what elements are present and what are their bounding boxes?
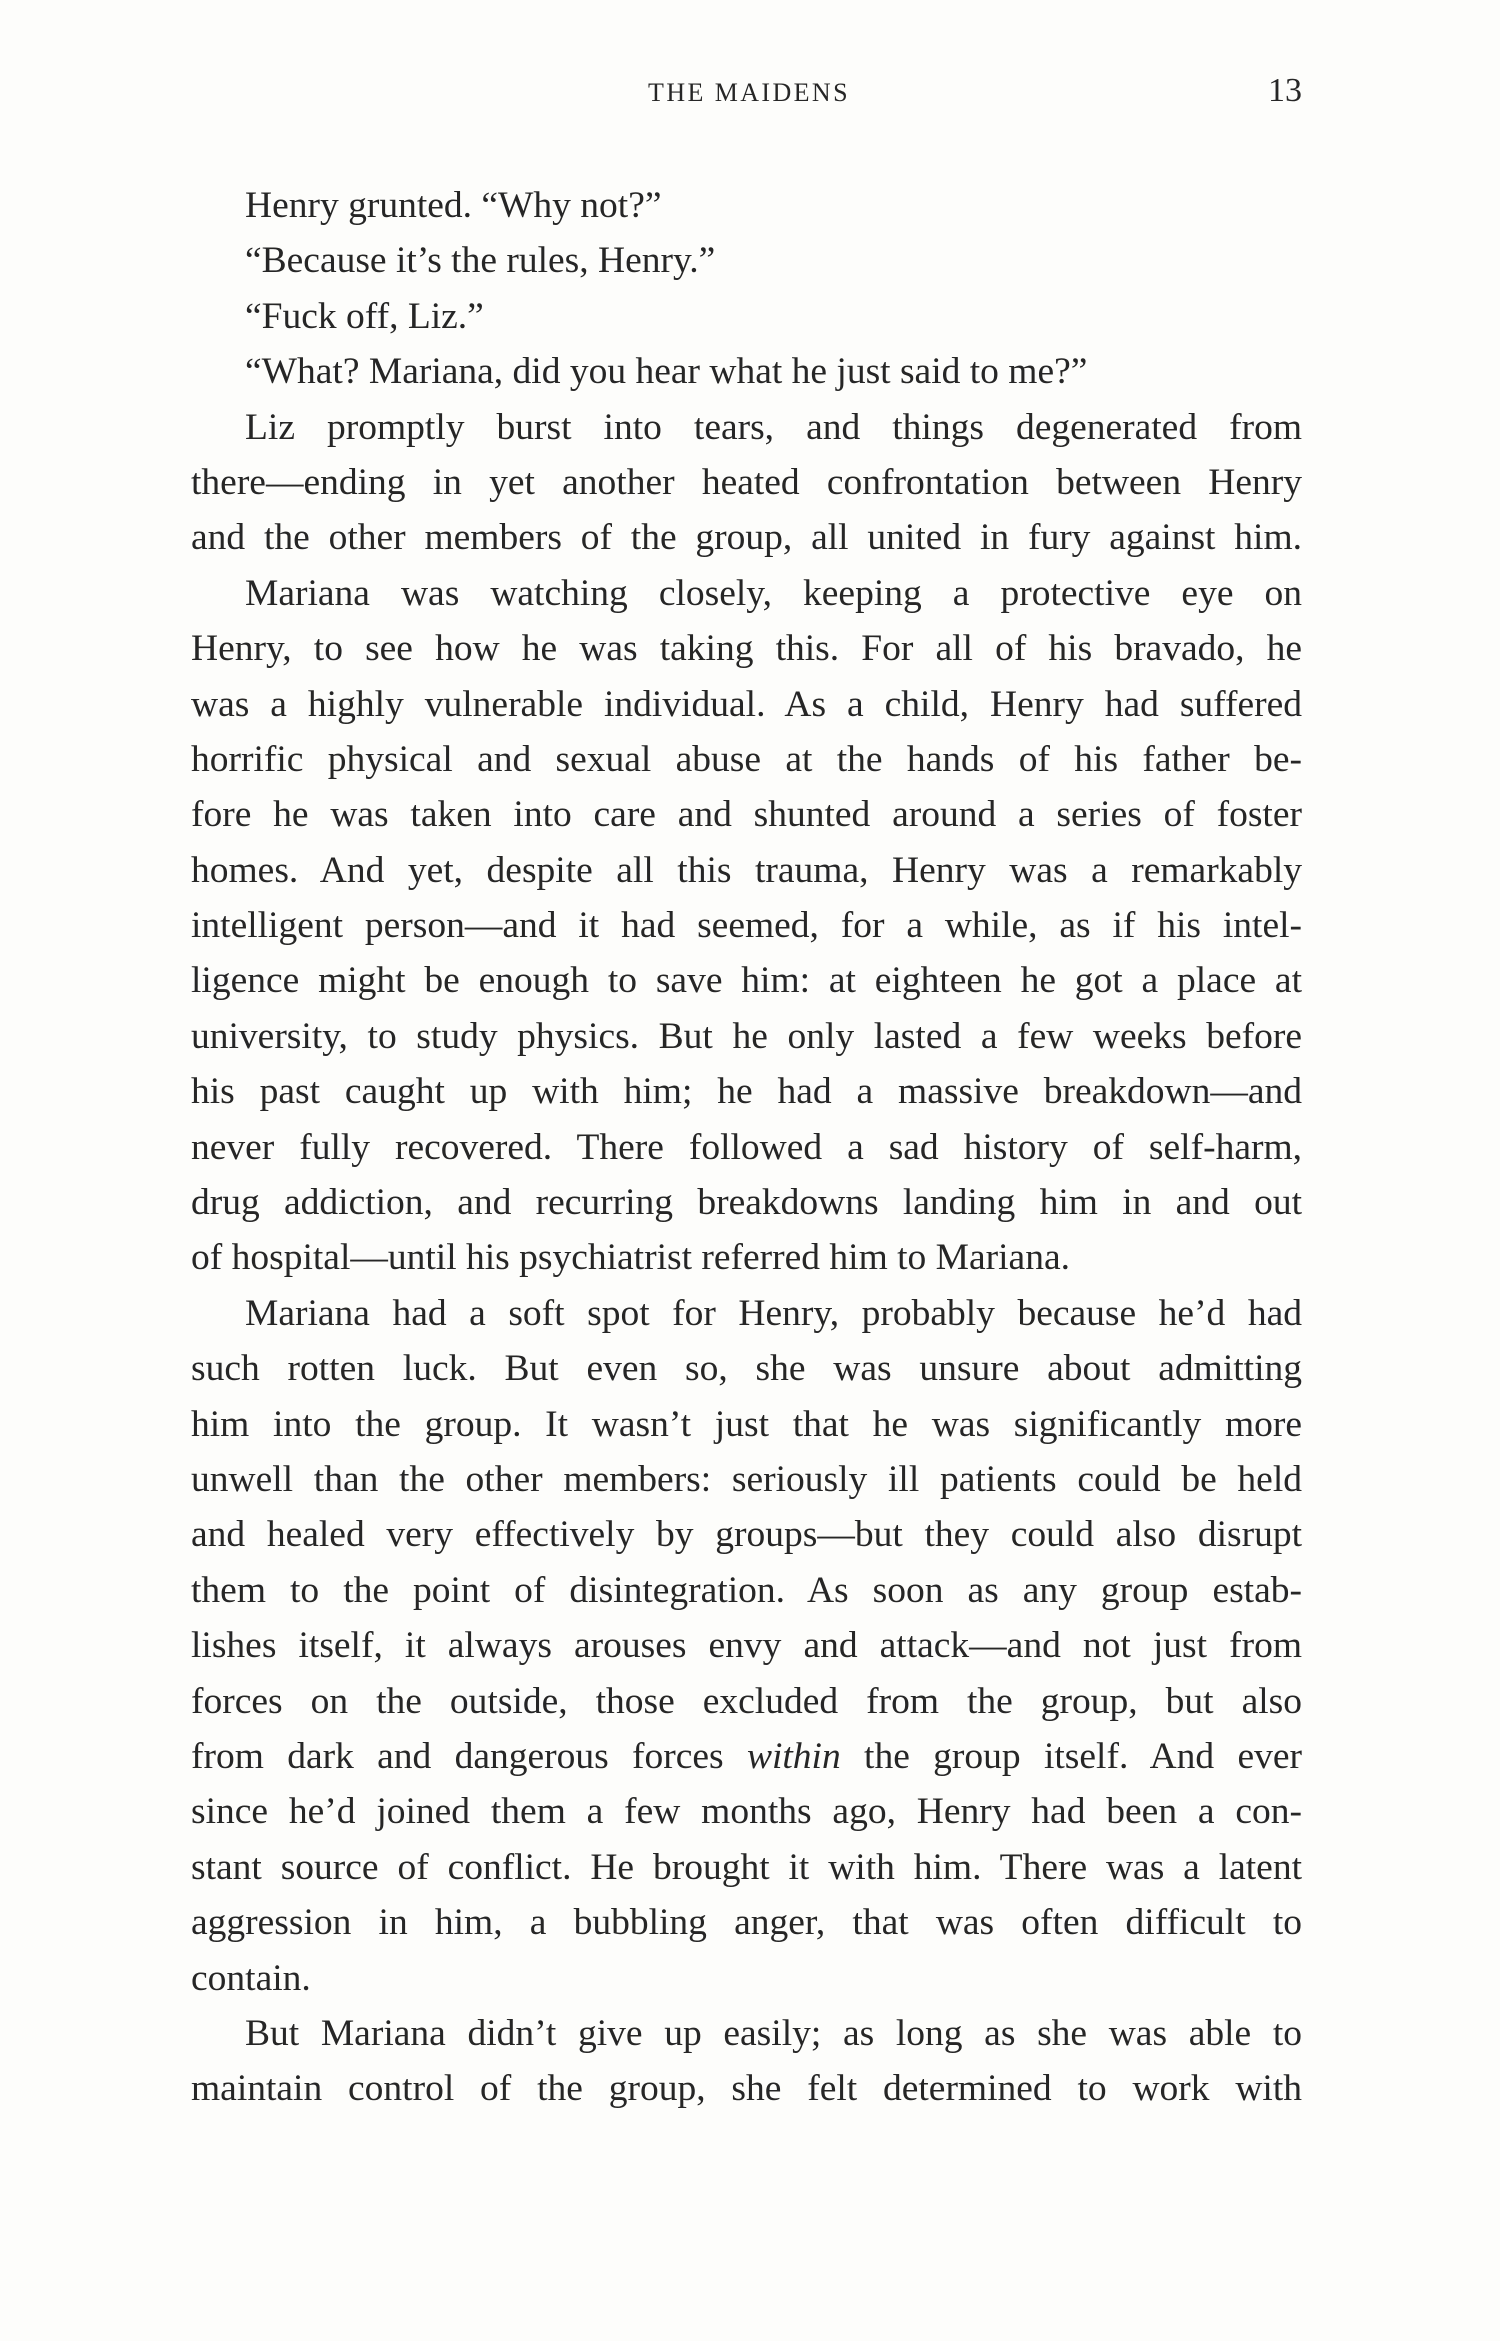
text-line: “Because it’s the rules, Henry.” (245, 240, 716, 282)
text-line: aggression in him, a bubbling anger, that was often difficult to (191, 1902, 1302, 1944)
text-line: horrific physical and sexual abuse at the hands of his father be- (191, 738, 1302, 780)
text-line: drug addiction, and recurring breakdowns landing him in and out (191, 1182, 1302, 1224)
text-line: intelligent person—and it had seemed, for a while, as if his intel- (191, 905, 1302, 947)
text-line: such rotten luck. But even so, she was unsure about admitting (191, 1348, 1302, 1390)
emphasis-within: within (746, 1735, 841, 1777)
text-line: them to the point of disintegration. As soon as any group estab- (191, 1569, 1302, 1611)
text-line: maintain control of the group, she felt determined to work with (191, 2068, 1302, 2110)
text-line-with-emphasis (191, 1729, 1302, 1784)
running-title: THE MAIDENS (648, 78, 850, 107)
text-segment: from dark and dangerous forces (191, 1735, 747, 1777)
text-line: Henry grunted. “Why not?” (245, 185, 662, 226)
text-line: since he’d joined them a few months ago, Henry had been a con- (191, 1791, 1302, 1833)
text-line: homes. And yet, despite all this trauma, Henry was a remarkably (191, 849, 1302, 891)
text-line: Mariana had a soft spot for Henry, probably because he’d had (245, 1292, 1302, 1334)
text-line: lishes itself, it always arouses envy and attack—and not just from (191, 1625, 1302, 1667)
text-line: of hospital—until his psychiatrist referred him to Mariana. (191, 1237, 1070, 1279)
text-line: him into the group. It wasn’t just that he was significantly more (191, 1403, 1302, 1445)
text-line: ligence might be enough to save him: at eighteen he got a place at (191, 960, 1302, 1002)
text-line: forces on the outside, those excluded from the group, but also (191, 1680, 1302, 1722)
page-number: 13 (1268, 72, 1302, 109)
text-line: unwell than the other members: seriously ill patients could be held (191, 1458, 1302, 1500)
text-line: “What? Mariana, did you hear what he just said to me?” (245, 351, 1088, 393)
text-segment: the group itself. And ever (840, 1735, 1302, 1777)
text-line: But Mariana didn’t give up easily; as long as she was able to (245, 2012, 1302, 2054)
text-line: and healed very effectively by groups—but they could also disrupt (191, 1514, 1302, 1556)
text-line: fore he was taken into care and shunted around a series of foster (191, 794, 1302, 836)
text-line: there—ending in yet another heated confrontation between Henry (191, 461, 1302, 503)
text-line: Mariana was watching closely, keeping a protective eye on (245, 572, 1302, 614)
text-line: “Fuck off, Liz.” (245, 295, 484, 337)
running-header (0, 72, 1500, 110)
body-text (191, 178, 1302, 2117)
text-line: never fully recovered. There followed a sad history of self-harm, (191, 1126, 1302, 1168)
text-line: stant source of conflict. He brought it with him. There was a latent (191, 1846, 1302, 1888)
text-line: was a highly vulnerable individual. As a child, Henry had suffered (191, 683, 1302, 725)
text-line: Liz promptly burst into tears, and things degenerated from (245, 406, 1302, 448)
text-line: and the other members of the group, all united in fury against him. (191, 517, 1302, 559)
text-line: Henry, to see how he was taking this. For all of his bravado, he (191, 628, 1302, 670)
text-line: contain. (191, 1957, 311, 1999)
text-line: university, to study physics. But he only lasted a few weeks before (191, 1015, 1302, 1057)
text-line: his past caught up with him; he had a massive breakdown—and (191, 1071, 1302, 1113)
